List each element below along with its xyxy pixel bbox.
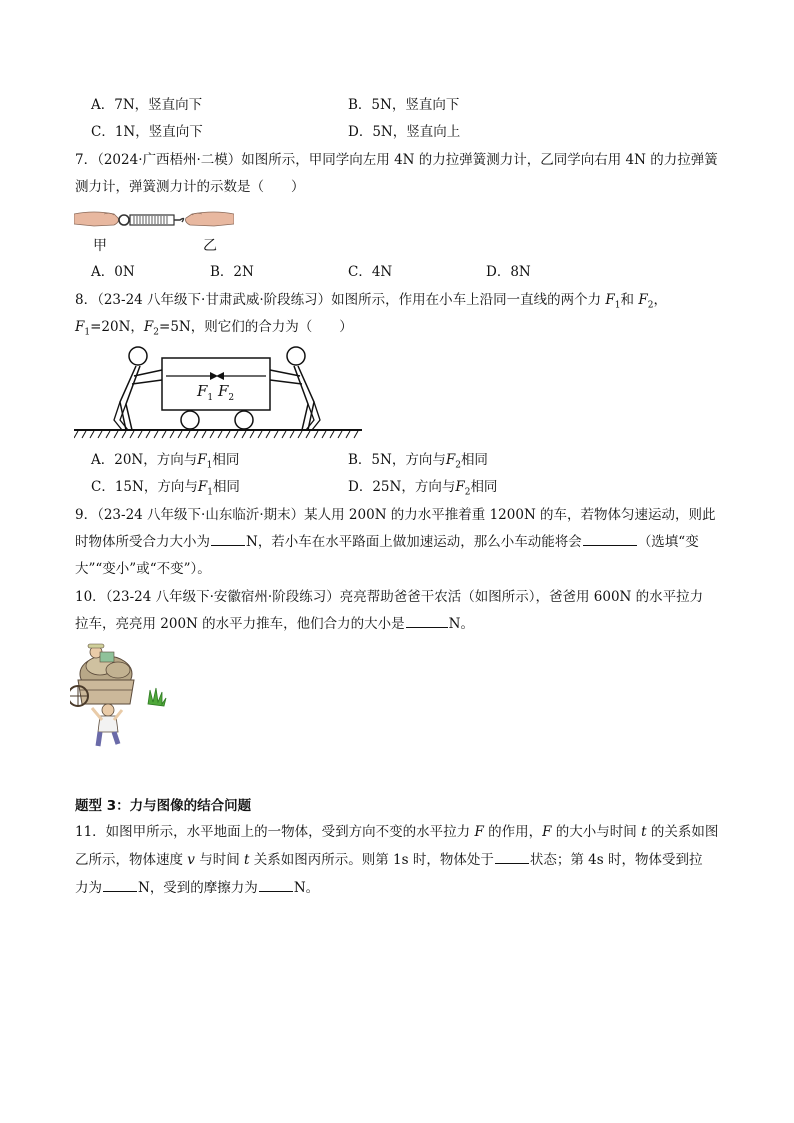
q11-l2-d: 状态；第 4s 时，物体受到拉 [529,852,703,868]
q8-b-f: F [445,452,456,468]
q11-l1-a: 11．如图甲所示，水平地面上的一物体，受到方向不变的水平拉力 [75,824,475,840]
q6-option-a: A．7N，竖直向下 [91,97,203,113]
q8-c-end: 相同 [212,479,240,495]
q8-f2: F [638,292,648,308]
q11-l1-t: t [641,824,647,840]
q9-blank-1[interactable] [211,532,245,546]
q6-option-d: D．5N，竖直向上 [348,124,461,140]
q8-d-sub: 2 [464,487,471,498]
q8-stem-line1 [75,290,667,316]
q8-f1: F [605,292,615,308]
q11-l1-d: 的关系如图 [646,824,719,840]
q8-c-sub: 1 [207,487,213,498]
q8-option-d [348,477,497,503]
q11-l2-a: 乙所示，物体速度 [75,852,188,868]
fig-f1-sub: 1 [207,393,214,403]
fig-f2: F [217,382,229,400]
q6-option-c: C．1N，竖直向下 [91,124,203,140]
q8-l2-f2-sub: 2 [153,327,160,338]
q8-f1-sub: 1 [614,300,621,311]
q8-stem-line2 [75,317,353,343]
q11-stem-line2 [75,850,702,870]
q8-a-f: F [197,452,207,468]
q8-c-text: C．15N，方向与 [91,479,198,495]
q11-l3-c: N。 [293,880,320,896]
q11-l2-t: t [244,852,250,868]
q8-a-sub: 1 [206,460,213,471]
q10-l2-a: 拉车，亮亮用 200N 的水平力推车，他们合力的大小是 [75,616,405,632]
q6-option-b: B．5N，竖直向下 [348,97,460,113]
section-heading: 题型 3：力与图像的结合问题 [75,798,252,814]
q11-blank-3[interactable] [259,878,293,892]
q11-l1-f2: F [542,824,552,840]
fig-f1: F [197,382,208,400]
q8-b-sub: 2 [455,460,461,471]
q8-c-f: F [197,479,208,495]
q8-and: 和 [620,292,639,308]
q11-l2-c: 关系如图丙所示。则第 1s 时，物体处于 [249,852,494,868]
q8-l2-f1: F [75,319,85,335]
label-yi: 乙 [203,238,217,254]
cart-force-labels [197,382,234,403]
q10-stem-line2 [75,614,474,634]
q8-d-end: 相同 [470,479,498,495]
q8-d-f: F [455,479,465,495]
q8-l2-text2: =5N，则它们的合力为（ ） [159,319,353,335]
q11-l1-f: F [474,824,484,840]
q11-l2-v: v [187,852,195,868]
q8-option-a [91,450,239,476]
q8-b-end: 相同 [460,452,488,468]
farm-cart-illustration [70,640,170,752]
q7-option-d: D．8N [486,264,531,280]
q9-stem-line1: 9．（23-24 八年级下·山东临沂·期末）某人用 200N 的力水平推着重 1200N 的车，若物体匀速运动，则此 [75,507,716,523]
q8-l2-f1-sub: 1 [84,327,91,338]
q11-l1-b: 的作用， [483,824,543,840]
q8-a-end: 相同 [212,452,240,468]
q11-l3-b: N，受到的摩擦力为 [138,880,258,896]
q11-l1-c: 的大小与时间 [551,824,642,840]
q9-l2-a: 时物体所受合力大小为 [75,534,210,550]
q8-l2-f2: F [143,319,154,335]
q11-stem-line3 [75,878,319,898]
q8-b-text: B．5N，方向与 [348,452,446,468]
q7-option-a: A．0N [91,264,135,280]
q8-option-b [348,450,488,476]
q10-l2-b: N。 [448,616,474,632]
q8-stem-text: 8．（23-24 八年级下·甘肃武威·阶段练习）如图所示，作用在小车上沿同一直线的两个力 [75,292,606,308]
fig-f2-sub: 2 [228,393,235,403]
q11-blank-1[interactable] [495,850,529,864]
q7-option-b: B．2N [210,264,254,280]
q8-a-text: A．20N，方向与 [91,452,198,468]
q9-l2-c: （选填“变 [637,534,699,550]
q11-l2-b: 与时间 [194,852,245,868]
q7-stem-line1: 7．（2024·广西梧州·二模）如图所示，甲同学向左用 4N 的力拉弹簧测力计，乙同学向右用 4N 的力拉弹簧 [75,152,718,168]
q7-stem-line2: 测力计，弹簧测力计的示数是（ ） [75,179,305,195]
q9-stem-line3: 大”“变小”或“不变”）。 [75,561,211,577]
q9-blank-2[interactable] [583,532,637,546]
q9-stem-line2 [75,532,699,552]
q7-option-c: C．4N [348,264,393,280]
q8-comma: ， [653,292,667,308]
spring-scale-figure [74,206,234,234]
q8-l2-text1: =20N， [90,319,144,335]
q9-l2-b: N，若小车在水平路面上做加速运动，那么小车动能将会 [246,534,582,550]
q8-option-c [91,477,240,503]
label-jia: 甲 [93,238,107,254]
q10-stem-line1: 10．（23-24 八年级下·安徽宿州·阶段练习）亮亮帮助爸爸干农活（如图所示），爸爸用 600N 的水平拉力 [75,589,704,605]
q10-blank[interactable] [406,614,448,628]
q11-stem-line1 [75,822,718,842]
q8-f2-sub: 2 [647,300,654,311]
q8-d-text: D．25N，方向与 [348,479,456,495]
q11-l3-a: 力为 [75,880,102,896]
q11-blank-2[interactable] [103,878,137,892]
